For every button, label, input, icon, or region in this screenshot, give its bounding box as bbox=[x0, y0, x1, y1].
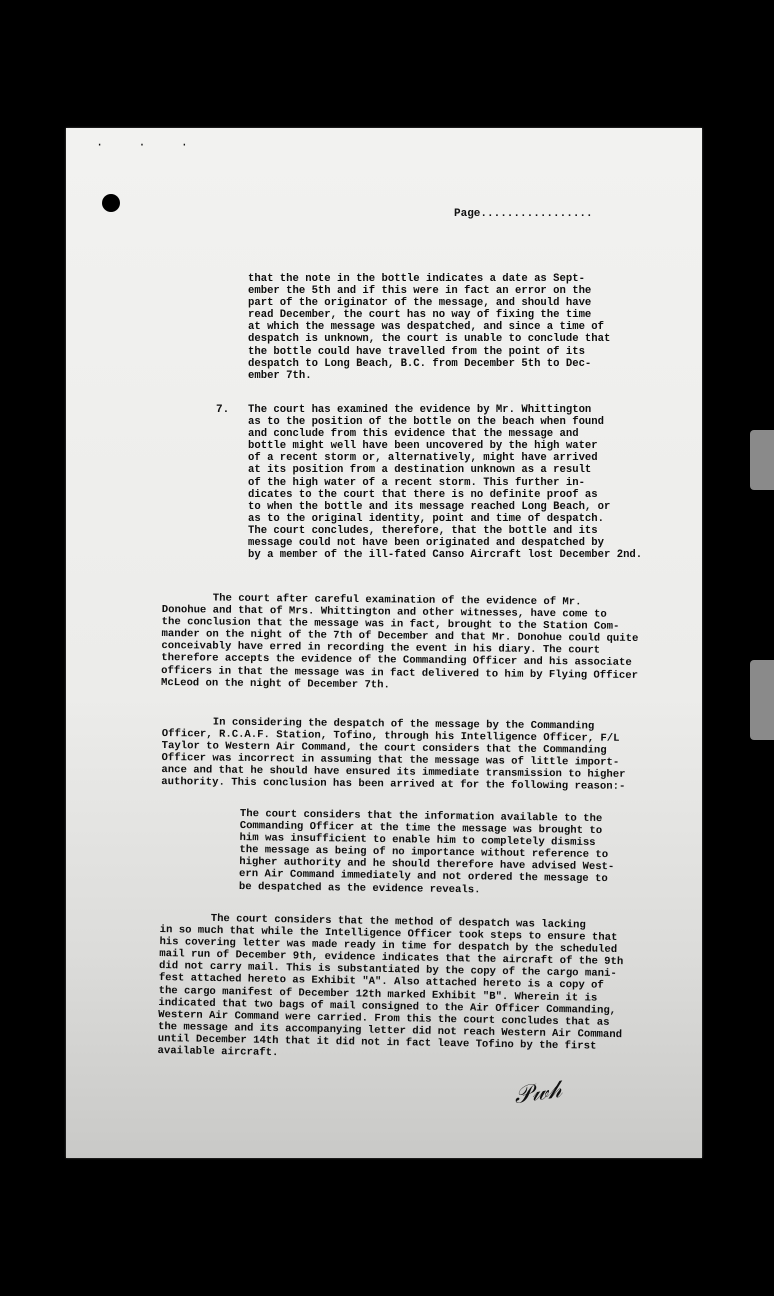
punch-hole bbox=[102, 194, 120, 212]
item-number: 7. bbox=[216, 404, 230, 416]
signature: 𝒫𝓌𝒽 bbox=[512, 1074, 564, 1110]
paragraph-continuation: that the note in the bottle indicates a date as Sept- ember the 5th and if this were in fact an error on the part of the originator of the message, and should have read December, the court has no way of fixing the time at which the message was despatched, and since a time of despatch is unknown, the court is unable to conclude that the bottle could have travelled from the point of its despatch to Long Beach, B.C. from December 5th to Dec- ember 7th. bbox=[248, 273, 611, 382]
paragraph-reason: The court considers that the information available to the Commanding Officer at the time the message was brought to him was insufficient to enable him to completely dismiss the message as being of no importance without reference to higher authority and he should therefore have advised West- ern Air Command immediately and not ordered the message to be despatched as the evidence reveals. bbox=[238, 808, 615, 896]
film-edge-mark bbox=[750, 430, 774, 490]
film-edge-mark bbox=[750, 660, 774, 740]
paragraph-donohue: The court after careful examination of the evidence of Mr. Donohue and that of Mrs. Whittington and other witnesses, have come to the conclusion that the message was in fact, brought to the Station Com- mander on the night of the 7th of December and that Mr. Donohue could quite conceivably have erred in recording the event in his diary. The court therefore accepts the evidence of the Commanding Officer and his associate officers in that the message was in fact delivered to him by Flying Officer McLeod on the night of December 7th. bbox=[160, 592, 639, 692]
page-number-label: Page................. bbox=[454, 208, 593, 220]
document-page bbox=[66, 128, 702, 1158]
item-7-paragraph: The court has examined the evidence by Mr. Whittington as to the position of the bottle on the beach when found and conclude from this evidence that the message and bottle might well have been uncovered by the high water of a recent storm or, alternatively, might have arrived at its position from a destination unknown as a result of the high water of a recent storm. This further in- dicates to the court that there is no definite proof as to when the bottle and its message reached Long Beach, or as to the original identity, point and time of despatch. The court concludes, therefore, that the bottle and its message could not have been originated and despatched by by a member of the ill-fated Canso Aircraft lost December 2nd. bbox=[248, 404, 643, 562]
paragraph-method: The court considers that the method of despatch was lacking in so much that while the Intelligence Officer took steps to ensure that his covering letter was made ready in time for despatch by the scheduled mail run of December 9th, evidence indicates that the aircraft of the 9th did not carry mail. This is substantiated by the copy of the cargo mani- fest attached hereto as Exhibit "A". Also attached hereto is a copy of the cargo manifest of December 12th marked Exhibit "B". Wherein it is indicated that two bags of mail consigned to the Air Officer Commanding, Western Air Command were carried. From this the court concludes that as the message and its accompanying letter did not reach Western Air Command until December 14th that it did not in fact leave Tofino by the first available aircraft. bbox=[157, 912, 624, 1060]
paper-specks: · · · bbox=[96, 138, 203, 152]
paragraph-despatch: In considering the despatch of the message by the Commanding Officer, R.C.A.F. Station, Tofino, through his Intelligence Officer, F/L Taylor to Western Air Command, the court considers that the Commanding Officer was incorrect in assuming that the message was of little import- ance and that he should have ensured its immediate transmission to higher authority. This conclusion has been arrived at for the following reason:- bbox=[161, 716, 626, 794]
